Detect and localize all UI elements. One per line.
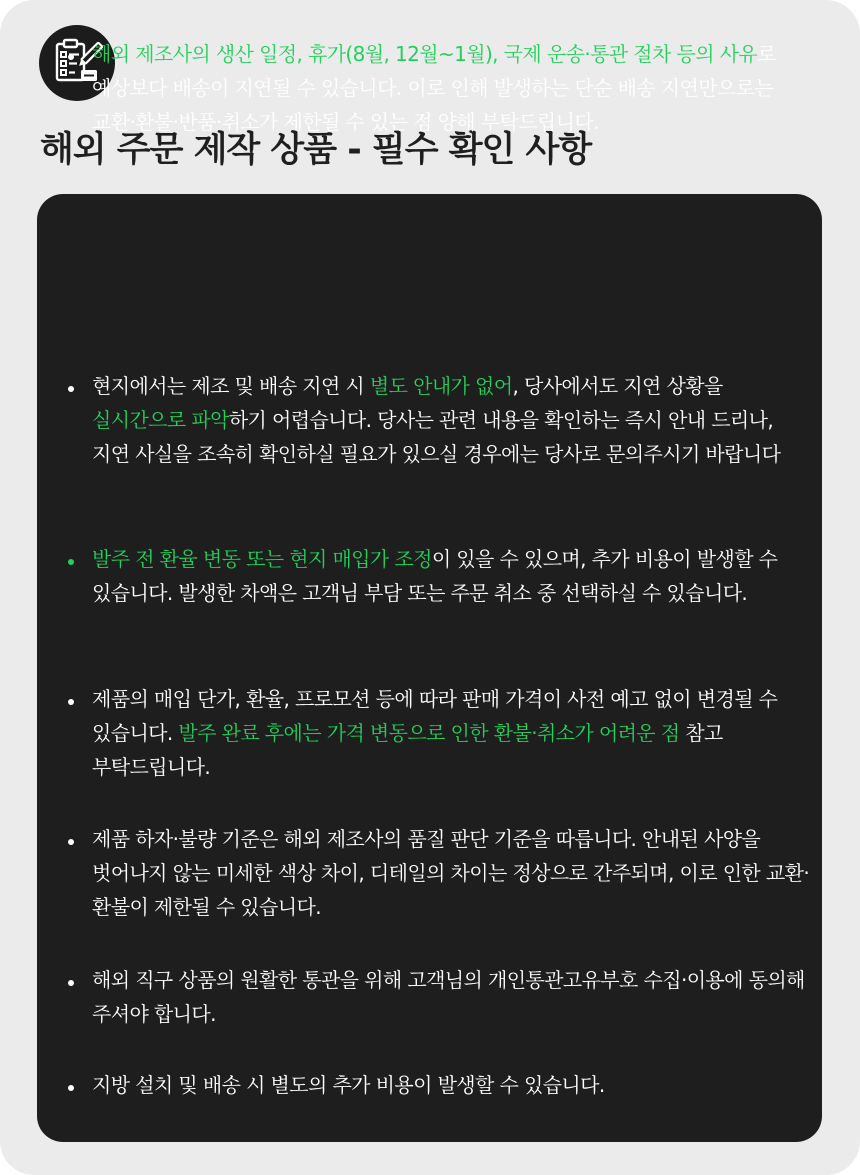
notice-item xyxy=(37,369,822,471)
notice-segment: 로 예상보다 배송이 지연될 수 있습니다. 이로 인해 발생하는 단순 배송 지연만으로는 교환·환불·반품·취소가 제한될 수 있는 점 양해 부탁드립니다. xyxy=(92,42,776,134)
page-title: 해외 주문 제작 상품 - 필수 확인 사항 xyxy=(40,130,592,170)
notice-segment: 해외 제조사의 생산 일정, 휴가(8월, 12월~1월), 국제 운송·통관 절차 등의 사유 xyxy=(92,42,758,66)
notice-segment: 제품 하자·불량 기준은 해외 제조사의 품질 판단 기준을 따릅니다. 안내된 사양을 벗어나지 않는 미세한 색상 차이, 디테일의 차이는 정상으로 간주되며, 이로 인한 교환·환불이 제한될 수 있습니다. xyxy=(92,827,810,919)
notice-text xyxy=(92,682,810,784)
notice-segment: 지방 설치 및 배송 시 별도의 추가 비용이 발생할 수 있습니다. xyxy=(92,1073,605,1097)
bullet-icon xyxy=(68,1085,74,1091)
bullet-icon xyxy=(68,54,74,60)
notice-text xyxy=(92,1068,810,1102)
notice-segment: 별도 안내가 없어 xyxy=(369,374,513,398)
notice-text xyxy=(92,822,810,924)
bullet-icon xyxy=(68,559,74,565)
notice-text xyxy=(92,37,810,139)
notice-segment: 하기 어렵습니다. 당사는 관련 내용을 확인하는 즉시 안내 드리나, 지연 사실을 조속히 확인하실 필요가 있으실 경우에는 당사로 문의주시기 바랍니다 xyxy=(92,408,781,466)
notice-segment: 발주 완료 후에는 가격 변동으로 인한 환불·취소가 어려운 점 xyxy=(178,721,680,745)
notice-text xyxy=(92,542,810,610)
notice-item xyxy=(37,822,822,924)
notice-item xyxy=(37,963,822,1031)
notice-segment: 실시간으로 파악 xyxy=(92,408,229,432)
notice-text xyxy=(92,369,810,471)
notice-segment: 이 있을 수 있으며, 추가 비용이 발생할 수 있습니다. 발생한 차액은 고객님 부담 또는 주문 취소 중 선택하실 수 있습니다. xyxy=(92,547,778,605)
notice-segment: 제품의 매입 단가, 환율, 프로모션 등에 따라 판매 가격이 사전 예고 없이 변경될 수 있습니다. xyxy=(92,687,778,745)
notice-text xyxy=(92,963,810,1031)
notice-segment: , 당사에서도 지연 상황을 xyxy=(512,374,723,398)
notice-segment: 참고 부탁드립니다. xyxy=(92,721,723,779)
bullet-icon xyxy=(68,699,74,705)
notice-item xyxy=(37,1068,822,1102)
notice-segment: 해외 직구 상품의 원활한 통관을 위해 고객님의 개인통관고유부호 수집·이용에 동의해 주셔야 합니다. xyxy=(92,968,805,1026)
notice-item xyxy=(37,542,822,610)
notice-item xyxy=(37,682,822,784)
notice-segment: 발주 전 환율 변동 또는 현지 매입가 조정 xyxy=(92,547,432,571)
bullet-icon xyxy=(68,386,74,392)
bullet-icon xyxy=(68,980,74,986)
bullet-icon xyxy=(68,839,74,845)
notice-segment: 현지에서는 제조 및 배송 지연 시 xyxy=(92,374,370,398)
notice-item xyxy=(37,37,822,139)
